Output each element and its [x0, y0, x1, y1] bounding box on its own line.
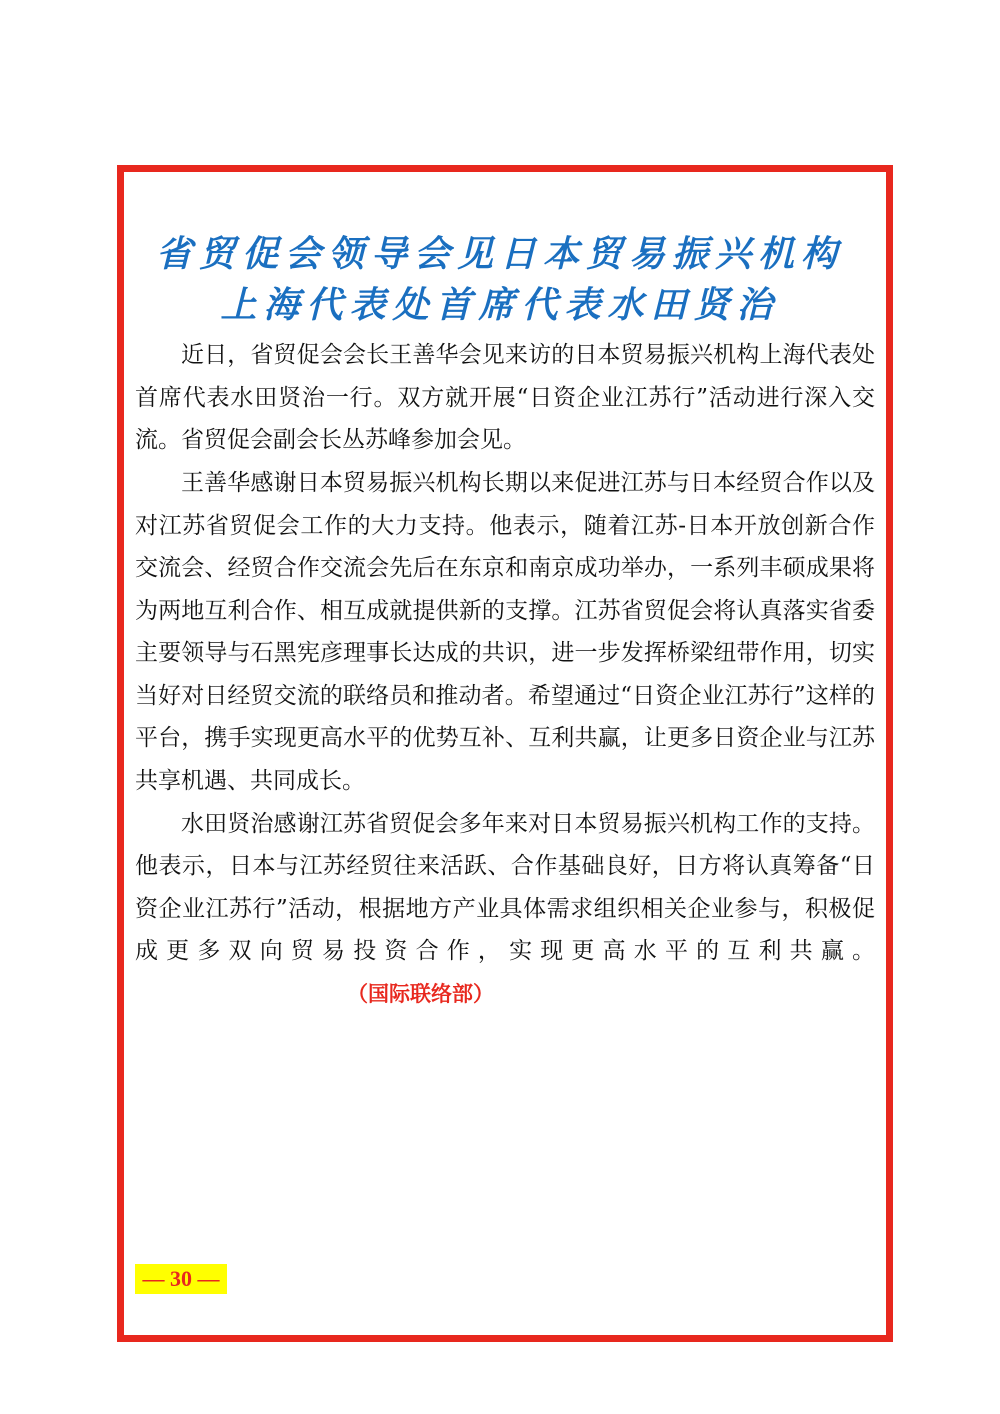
article-title-line-1: 省贸促会领导会见日本贸易振兴机构: [155, 234, 844, 275]
article-body: [135, 334, 875, 1016]
paragraph-1: 近日，省贸促会会长王善华会见来访的日本贸易振兴机构上海代表处首席代表水田贤治一行。双方就开展“日资企业江苏行”活动进行深入交流。省贸促会副会长丛苏峰参加会见。: [135, 342, 875, 453]
paragraph-3: [135, 803, 875, 1016]
source-department: （国际联络部）: [347, 981, 494, 1006]
paragraph-2: 王善华感谢日本贸易振兴机构长期以来促进江苏与日本经贸合作以及对江苏省贸促会工作的大力支持。他表示，随着江苏-日本开放创新合作交流会、经贸合作交流会先后在东京和南京成功举办，一系列丰硕成果将为两地互利合作、相互成就提供新的支撑。江苏省贸促会将认真落实省委主要领导与石黑宪彦理事长达成的共识，进一步发挥桥梁纽带作用，切实当好对日经贸交流的联络员和推动者。希望通过“日资企业江苏行”这样的平台，携手实现更高水平的优势互补、互利共赢，让更多日资企业与江苏共享机遇、共同成长。: [135, 470, 875, 794]
paragraph-3-text: 水田贤治感谢江苏省贸促会多年来对日本贸易振兴机构工作的支持。他表示，日本与江苏经贸往来活跃、合作基础良好，日方将认真筹备“日资企业江苏行”活动，根据地方产业具体需求组织相关企业参与，积极促成更多双向贸易投资合作，实现更高水平的互利共赢。: [135, 810, 875, 964]
article-title-line-2: 上海代表处首席代表水田贤治: [220, 285, 780, 326]
page-number: — 30 —: [135, 1264, 227, 1294]
